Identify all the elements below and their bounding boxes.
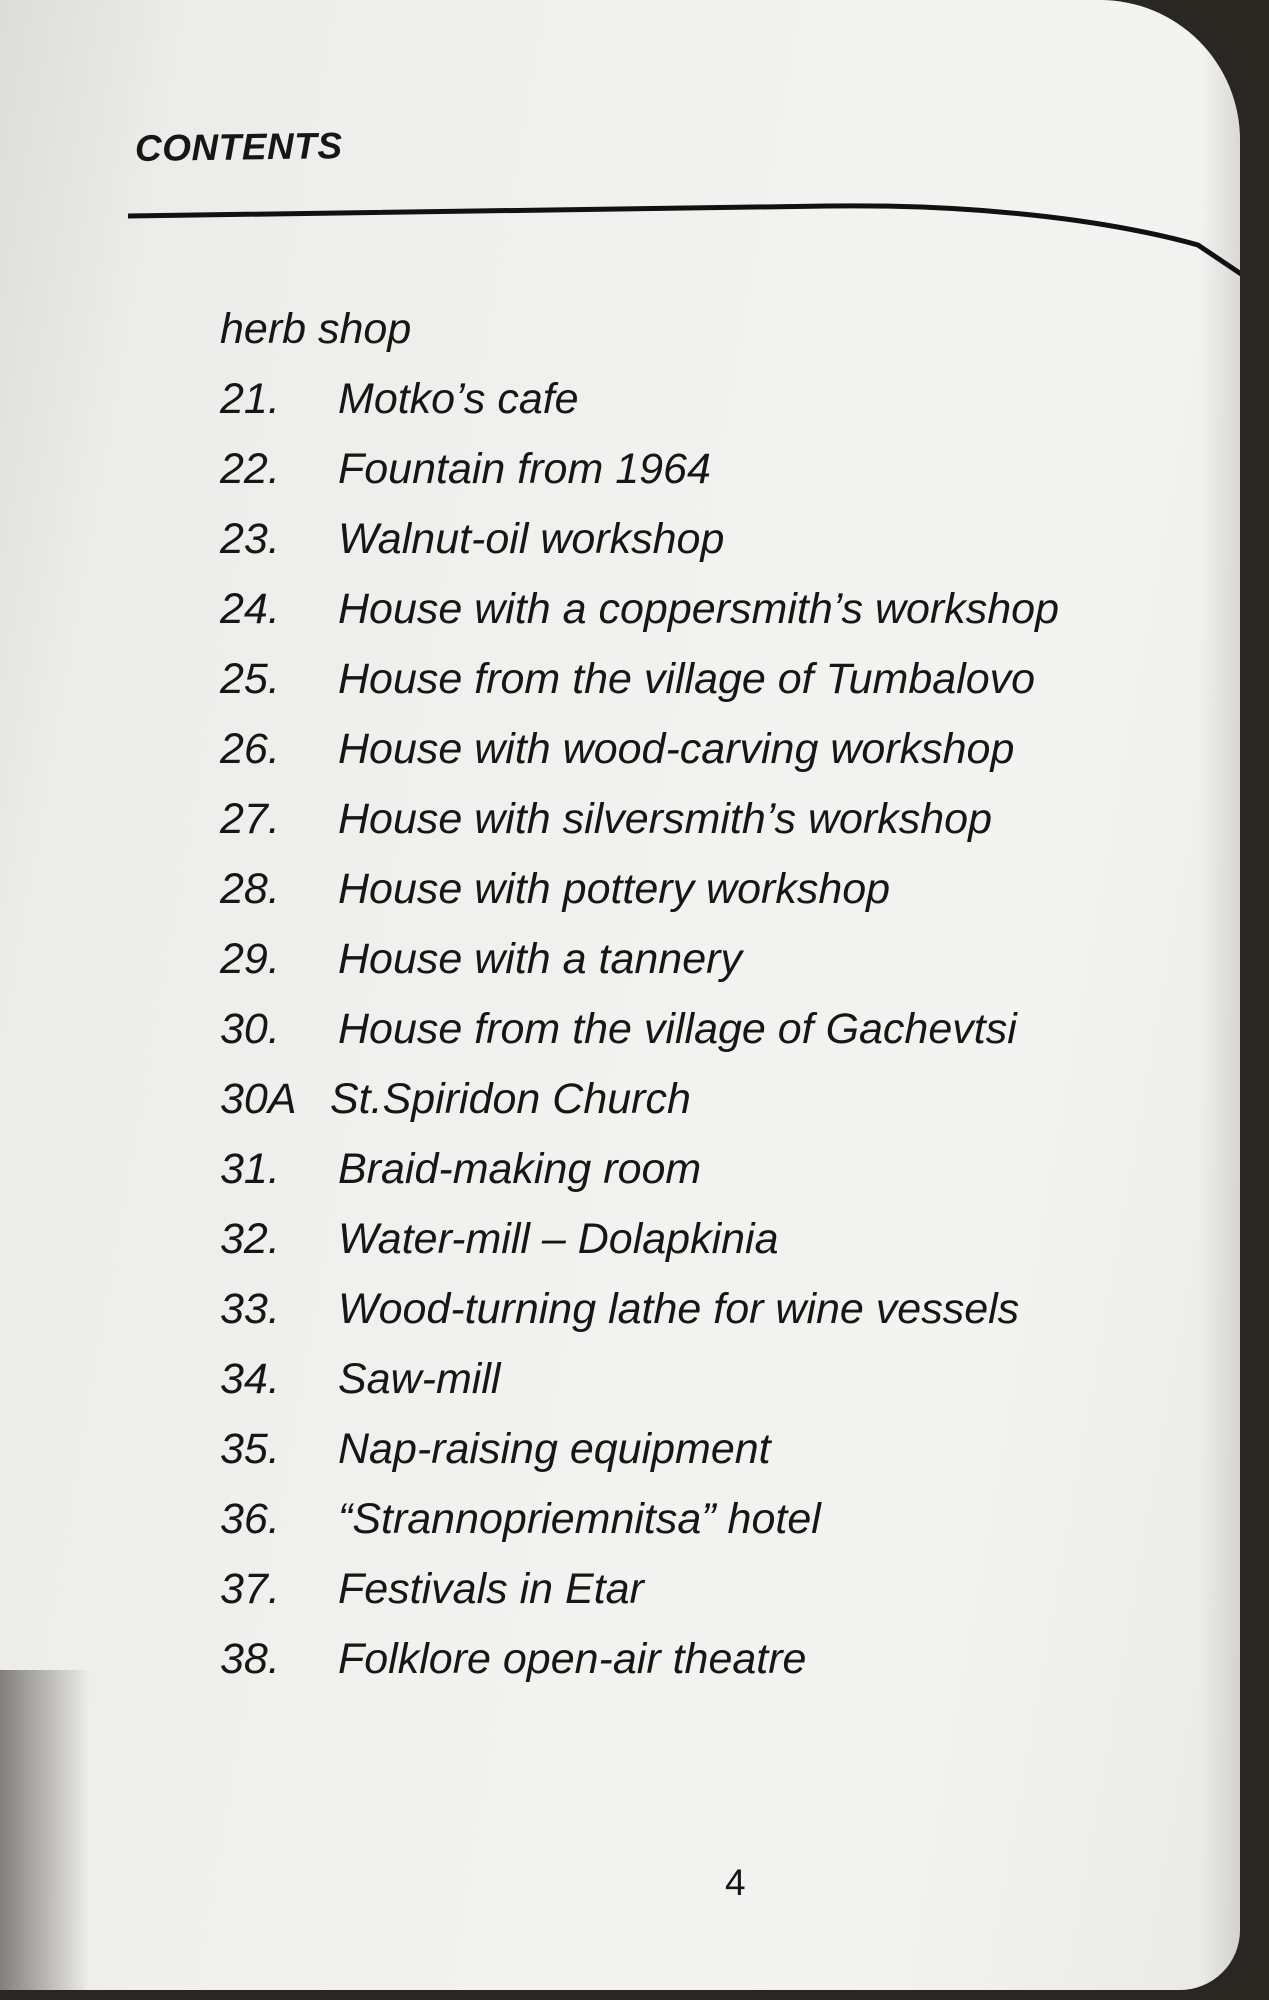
toc-entry-title: Walnut-oil workshop xyxy=(338,515,725,563)
toc-entry-title: Wood-turning lathe for wine vessels xyxy=(338,1285,1020,1333)
toc-entry xyxy=(220,445,1059,515)
toc-entry xyxy=(220,795,1059,865)
toc-entry-number: 33. xyxy=(220,1285,280,1333)
toc-entry-title: House from the village of Gachevtsi xyxy=(338,1005,1017,1053)
toc-entry-number: 26. xyxy=(220,725,280,773)
toc-entry-title: Braid-making room xyxy=(338,1145,702,1193)
toc-entry xyxy=(220,1425,1059,1495)
toc-entry xyxy=(220,585,1059,655)
toc-entry-title: House with a coppersmith’s workshop xyxy=(338,585,1059,633)
toc-entry xyxy=(220,1005,1059,1075)
toc-entry-title: Fountain from 1964 xyxy=(338,445,711,493)
toc-entry-title: Nap-raising equipment xyxy=(338,1425,771,1473)
page-number: 4 xyxy=(725,1862,746,1903)
toc-entry-number: 22. xyxy=(220,445,280,493)
toc-entry-number: 34. xyxy=(220,1355,280,1403)
toc-entry xyxy=(220,515,1059,585)
toc-entry-title: Motko’s cafe xyxy=(338,375,579,423)
toc-entry xyxy=(220,1215,1059,1285)
toc-entry xyxy=(220,1355,1059,1425)
toc-entry xyxy=(220,375,1059,445)
toc-continuation-line xyxy=(220,305,1059,375)
toc-entry-number: 32. xyxy=(220,1215,280,1263)
binding-shadow xyxy=(0,1670,90,1990)
toc-entry-title: House with silversmith’s workshop xyxy=(338,795,992,843)
toc-entry-number: 27. xyxy=(220,795,280,843)
toc-entry-number: 30A xyxy=(220,1075,297,1123)
toc-entry-title: St.Spiridon Church xyxy=(330,1075,691,1123)
toc-entry xyxy=(220,655,1059,725)
toc-entry-number: 28. xyxy=(220,865,280,913)
toc-entry-title: Festivals in Etar xyxy=(338,1565,644,1613)
toc-entry-title: Water-mill – Dolapkinia xyxy=(338,1215,779,1263)
toc-entry-number: 29. xyxy=(220,935,280,983)
toc-entry-title: House with a tannery xyxy=(338,935,742,983)
toc-entry-title: “Strannopriemnitsa” hotel xyxy=(338,1495,821,1543)
toc-entry-number: 23. xyxy=(220,515,280,563)
toc-entry-number: 30. xyxy=(220,1005,280,1053)
toc-entry-title: Saw-mill xyxy=(338,1355,501,1403)
toc-entry-number: 38. xyxy=(220,1635,280,1683)
toc-entry xyxy=(220,1285,1059,1355)
toc-entry xyxy=(220,1075,1059,1145)
toc-continuation-text: herb shop xyxy=(220,305,412,353)
toc-entry-number: 25. xyxy=(220,655,280,703)
toc-entry xyxy=(220,1635,1059,1705)
page-heading: CONTENTS xyxy=(134,125,343,169)
toc-entry xyxy=(220,1495,1059,1565)
table-of-contents xyxy=(220,305,1059,1705)
toc-entry-title: Folklore open-air theatre xyxy=(338,1635,807,1683)
toc-entry-number: 21. xyxy=(220,375,280,423)
toc-entry-number: 24. xyxy=(220,585,280,633)
toc-entry xyxy=(220,865,1059,935)
toc-entry xyxy=(220,725,1059,795)
toc-entry xyxy=(220,935,1059,1005)
toc-entry-title: House with pottery workshop xyxy=(338,865,891,913)
toc-entry xyxy=(220,1565,1059,1635)
toc-entry xyxy=(220,1145,1059,1215)
toc-entry-number: 37. xyxy=(220,1565,280,1613)
header-rule xyxy=(128,200,1240,300)
toc-entry-number: 31. xyxy=(220,1145,280,1193)
toc-entry-title: House with wood-carving workshop xyxy=(338,725,1015,773)
toc-entry-number: 36. xyxy=(220,1495,280,1543)
toc-entry-number: 35. xyxy=(220,1425,280,1473)
toc-entry-title: House from the village of Tumbalovo xyxy=(338,655,1036,703)
